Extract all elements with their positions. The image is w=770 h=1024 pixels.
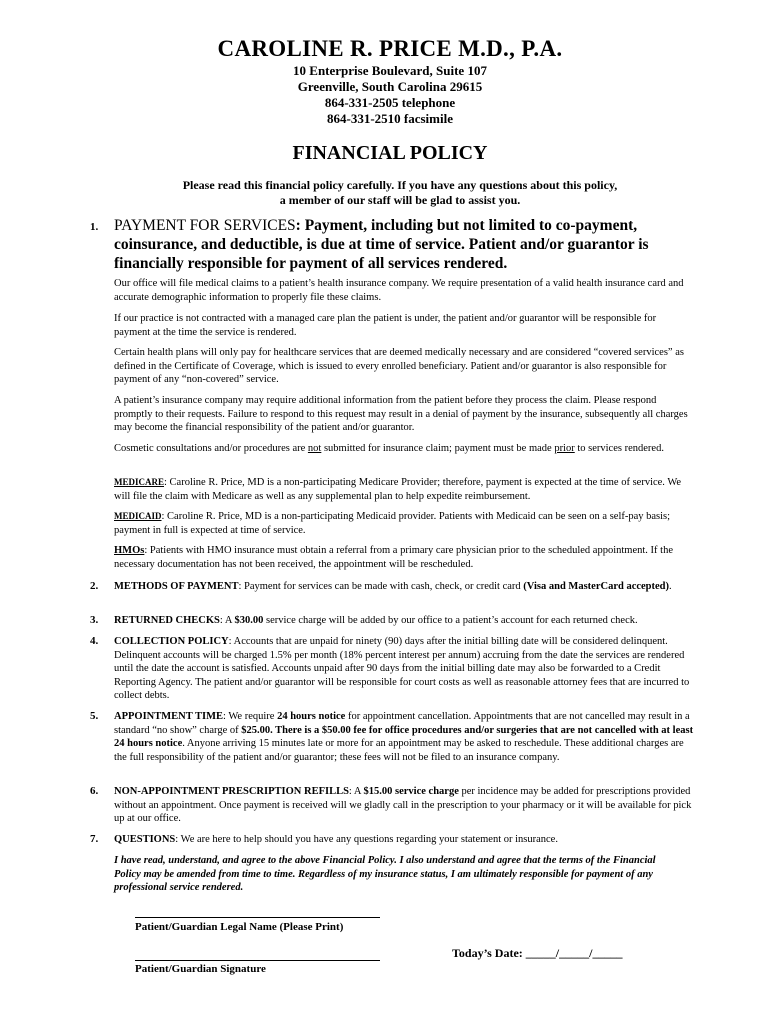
section-7-label: QUESTIONS bbox=[114, 834, 176, 845]
section-1-paragraph-3: Certain health plans will only pay for healthcare services that are deemed medically necessary and are considered “covered services” as defined in the Certificate of Coverage, which is issued to every enrolled beneficiary. Patient and/or guarantor is also responsible for payment of any “non-covered” service. bbox=[114, 347, 684, 385]
legal-name-line[interactable] bbox=[135, 917, 380, 918]
section-6-bold: $15.00 service charge bbox=[363, 786, 459, 797]
section-5-body-3: . Anyone arriving 15 minutes late or more for an appointment may be asked to reschedule. These additional charges are the full responsibility of the patient and/or guarantor; these fees will not be filed to an insurance company. bbox=[114, 738, 684, 763]
section-2-end: . bbox=[669, 581, 672, 592]
legal-name-label: Patient/Guardian Legal Name (Please Print) bbox=[135, 921, 344, 933]
section-1-paragraph-2: If our practice is not contracted with a managed care plan the patient is under, the patient and/or guarantor will be responsible for payment at the time the service is rendered. bbox=[114, 313, 657, 338]
medicaid-text: : Caroline R. Price, MD is a non-participating Medicaid provider. Patients with Medicaid can be seen on a self-pay basis; payment in full is expected at time of service. bbox=[114, 511, 671, 536]
hmo-text: : Patients with HMO insurance must obtain a referral from a primary care physician prior to the scheduled appointment. If the necessary documentation has not been received, the appointment will be rescheduled. bbox=[114, 545, 673, 570]
hmo-label: HMOs bbox=[114, 545, 145, 556]
medicaid-paragraph bbox=[114, 510, 694, 537]
section-7-text bbox=[114, 833, 694, 847]
section-1-paragraph-1: Our office will file medical claims to a patient’s health insurance company. We require presentation of a valid health insurance card and accurate demographic information to properly file these claims. bbox=[114, 278, 684, 303]
acknowledgement-statement: I have read, understand, and agree to the above Financial Policy. I also understand and agree that the terms of the Financial Policy may be amended from time to time. Regardless of my insurance status, I am ultimately responsible for payment of any professional service rendered. bbox=[114, 855, 656, 893]
todays-date-field[interactable]: Today’s Date: _____/_____/_____ bbox=[452, 946, 623, 960]
section-3-body-b: service charge will be added by our office to a patient’s account for each returned check. bbox=[263, 615, 638, 626]
p5-not: not bbox=[307, 443, 322, 454]
hmo-paragraph bbox=[114, 544, 694, 571]
section-5-bold-2: $25.00. There is a $50.00 fee for office procedures and/or surgeries that are not cancelled with at least 24 hours notice bbox=[114, 724, 694, 749]
practice-name: CAROLINE R. PRICE M.D., P.A. bbox=[217, 36, 563, 61]
address-line-2: Greenville, South Carolina 29615 bbox=[297, 79, 483, 94]
p5-part-c: to services rendered. bbox=[574, 443, 664, 454]
section-5-label: APPOINTMENT TIME bbox=[114, 711, 223, 722]
section-1-paragraph-5 bbox=[114, 442, 694, 456]
section-1-heading bbox=[114, 216, 674, 273]
section-1-number: 1. bbox=[90, 221, 99, 233]
intro-line-2: a member of our staff will be glad to assist you. bbox=[279, 193, 521, 207]
section-5-body-1: : We require bbox=[223, 711, 278, 722]
section-5-number: 5. bbox=[90, 710, 99, 722]
intro-line-1: Please read this financial policy carefully. If you have any questions about this policy, bbox=[182, 178, 618, 192]
section-3-body-a: : A bbox=[219, 615, 235, 626]
section-4-label: COLLECTION POLICY bbox=[114, 636, 229, 647]
section-6-body-1: : A bbox=[348, 786, 364, 797]
section-1-heading-label: PAYMENT FOR SERVICES bbox=[114, 217, 296, 234]
fax-number: 864-331-2510 facsimile bbox=[326, 111, 453, 126]
section-4-text bbox=[114, 635, 694, 703]
section-2-label: METHODS OF PAYMENT bbox=[114, 581, 239, 592]
section-3-amount: $30.00 bbox=[234, 615, 264, 626]
section-2-body: : Payment for services can be made with cash, check, or credit card bbox=[238, 581, 524, 592]
section-6-label: NON-APPOINTMENT PRESCRIPTION REFILLS bbox=[114, 786, 349, 797]
policy-title: FINANCIAL POLICY bbox=[292, 142, 488, 164]
section-3-text bbox=[114, 614, 694, 628]
section-6-text bbox=[114, 785, 694, 826]
p5-part-a: Cosmetic consultations and/or procedures are bbox=[114, 443, 308, 454]
p5-prior: prior bbox=[554, 443, 575, 454]
section-2-cards: (Visa and MasterCard accepted) bbox=[523, 581, 670, 592]
section-3-number: 3. bbox=[90, 614, 99, 626]
intro-text bbox=[0, 178, 770, 208]
section-5-body-2: for appointment cancellation. Appointments that are not cancelled may result in a standard “no show” charge of bbox=[114, 711, 690, 736]
section-2-text bbox=[114, 580, 694, 594]
section-6-body-2: per incidence may be added for prescriptions provided without an appointment. Once payment is received will we gladly call in the prescription to your pharmacy or it will be available for pick up at our office. bbox=[114, 786, 692, 824]
medicare-paragraph bbox=[114, 476, 694, 503]
signature-line[interactable] bbox=[135, 960, 380, 961]
section-7-body: : We are here to help should you have any questions regarding your statement or insurance. bbox=[175, 834, 558, 845]
section-1-paragraph-4: A patient’s insurance company may require additional information from the patient before they process the claim. Please respond promptly to their requests. Failure to respond to this request may result in a denial of payment by the insurance, subsequently all charges may become the financial responsibility of the patient and/or guarantor. bbox=[114, 395, 688, 433]
section-2-number: 2. bbox=[90, 580, 99, 592]
section-7-number: 7. bbox=[90, 833, 99, 845]
signature-label: Patient/Guardian Signature bbox=[135, 963, 266, 975]
p5-part-b: submitted for insurance claim; payment must be made bbox=[321, 443, 555, 454]
phone-number: 864-331-2505 telephone bbox=[324, 95, 456, 110]
section-4-body: : Accounts that are unpaid for ninety (90) days after the initial billing date will be considered delinquent. Delinquent accounts will be charged 1.5% per month (18% percent interest per annum) accruing from the date the services are rendered until the date the account is satisfied. Accounts unpaid after 90 days from the initial billing date may also be forwarded to a Credit Reporting Agency. The patient and/or guarantor will be responsible for court costs as well as reasonable attorney fees that are incurred to collect debts. bbox=[114, 636, 690, 701]
address-line-1: 10 Enterprise Boulevard, Suite 107 bbox=[293, 63, 487, 78]
medicare-label: MEDICARE bbox=[114, 477, 165, 487]
section-4-number: 4. bbox=[90, 635, 99, 647]
section-3-label: RETURNED CHECKS bbox=[114, 615, 220, 626]
section-6-number: 6. bbox=[90, 785, 99, 797]
medicaid-label: MEDICAID bbox=[114, 511, 162, 521]
medicare-text: : Caroline R. Price, MD is a non-participating Medicare Provider; therefore, payment is expected at the time of service. We will file the claim with Medicare as well as any supplemental plan to help expedite reimbursement. bbox=[114, 477, 682, 502]
section-5-text bbox=[114, 710, 694, 764]
section-5-bold-1: 24 hours notice bbox=[277, 711, 346, 722]
section-1-heading-text: : Payment, including but not limited to co-payment, coinsurance, and deductible, is due at time of service. Patient and/or guarantor is financially responsible for payment of all services rendered. bbox=[114, 217, 649, 272]
